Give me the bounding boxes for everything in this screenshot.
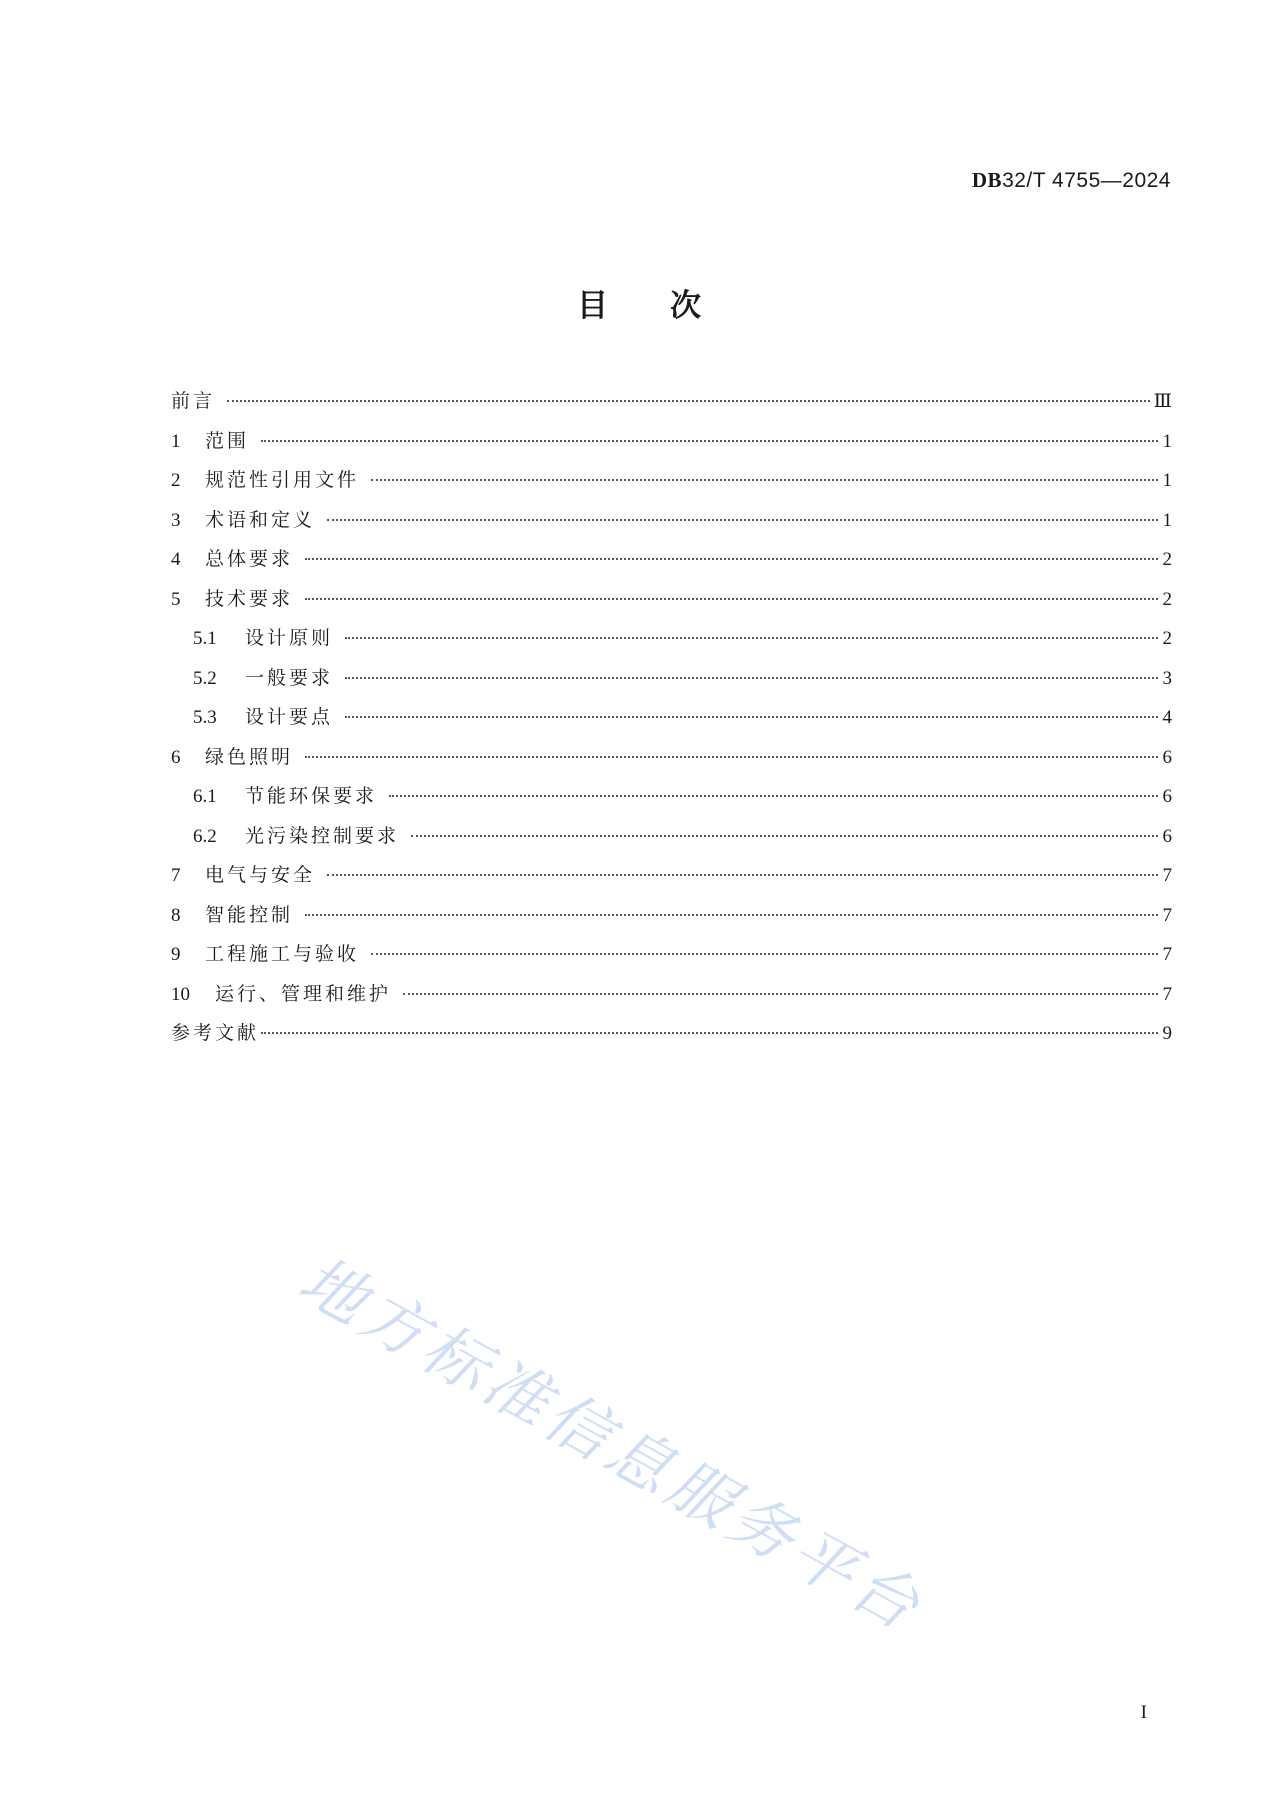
toc-entry-label: 光污染控制要求 (245, 824, 400, 847)
toc-leader-dots (305, 598, 1158, 600)
toc-entry-number: 5 (171, 588, 181, 610)
toc-entry-number: 6.1 (193, 786, 217, 807)
toc-entry-number: 5.3 (193, 707, 217, 728)
toc-entry-9[interactable] (171, 939, 1172, 979)
toc-entry-page: 9 (1162, 1023, 1172, 1044)
page-number: I (1140, 1702, 1147, 1723)
toc-entry-number: 4 (171, 549, 181, 570)
toc-entry-label: 绿色照明 (205, 745, 294, 768)
toc-entry-number: 9 (171, 944, 181, 965)
toc-leader-dots (371, 479, 1158, 481)
toc-entry-label: 一般要求 (245, 666, 334, 689)
toc-entry-7[interactable] (171, 860, 1172, 900)
toc-leader-dots (403, 993, 1158, 995)
toc-entry-page: 2 (1162, 628, 1172, 649)
toc-entry-page: 6 (1162, 786, 1172, 807)
toc-leader-dots (327, 519, 1158, 521)
toc-leader-dots (345, 677, 1158, 679)
toc-entry-label: 设计原则 (245, 627, 334, 649)
toc-entry-label: 电气与安全 (205, 864, 316, 886)
toc-leader-dots (261, 1032, 1158, 1034)
toc-entry-10[interactable] (171, 979, 1172, 1019)
toc-entry-label: 智能控制 (205, 903, 294, 926)
toc-entry-number: 7 (171, 865, 181, 886)
toc-entry-label: 参考文献 (171, 1022, 260, 1044)
toc-title (0, 280, 1280, 325)
toc-entry-number: 5.2 (193, 667, 217, 689)
toc-leader-dots (345, 637, 1158, 639)
watermark: 地方标准信息服务平台 (286, 1243, 935, 1648)
toc-entry-page: 3 (1162, 667, 1172, 689)
toc-leader-dots (305, 756, 1158, 758)
toc-entry-6-1[interactable] (171, 781, 1172, 821)
toc-entry-bibliography[interactable] (171, 1018, 1172, 1058)
toc-entry-page: 6 (1162, 746, 1172, 768)
toc-entry-number: 5.1 (193, 628, 217, 649)
toc-entry-page: 2 (1162, 549, 1172, 570)
toc-title-char-2: 次 (670, 288, 703, 324)
toc-entry-label: 范围 (205, 429, 250, 452)
toc-entry-label: 节能环保要求 (245, 785, 378, 807)
toc-entry-3[interactable] (171, 505, 1172, 545)
toc-entry-page: 2 (1162, 588, 1172, 610)
toc-entry-label: 总体要求 (205, 548, 294, 570)
toc-leader-dots (305, 558, 1158, 560)
toc-entry-8[interactable] (171, 900, 1172, 940)
toc-entry-page: 7 (1162, 904, 1172, 926)
toc-entry-label: 工程施工与验收 (205, 943, 360, 965)
toc-leader-dots (371, 953, 1158, 955)
toc-entry-6[interactable] (171, 742, 1172, 782)
toc-entry-page: 1 (1162, 470, 1172, 491)
toc-entry-1[interactable] (171, 426, 1172, 466)
toc-entry-page: Ⅲ (1153, 391, 1172, 412)
toc-entry-label: 设计要点 (245, 706, 334, 728)
toc-entry-label: 前言 (171, 390, 216, 412)
toc-entry-5-2[interactable] (171, 663, 1172, 703)
document-code-prefix: DB (971, 168, 1003, 192)
toc-entry-page: 6 (1162, 825, 1172, 847)
toc-leader-dots (305, 914, 1158, 916)
toc-entry-page: 7 (1162, 944, 1172, 965)
toc-entry-number: 3 (171, 509, 181, 531)
toc-entry-number: 8 (171, 904, 181, 926)
toc-leader-dots (411, 835, 1158, 837)
document-code (972, 168, 1171, 193)
toc-title-char-1: 目 (577, 288, 610, 324)
toc-entry-number: 1 (171, 430, 181, 452)
toc-entry-page: 1 (1162, 430, 1172, 452)
toc-entry-label: 技术要求 (205, 587, 294, 610)
toc-leader-dots (227, 400, 1150, 402)
toc-entry-label: 术语和定义 (205, 508, 316, 531)
toc-leader-dots (389, 795, 1158, 797)
toc-entry-5[interactable] (171, 584, 1172, 624)
toc-entry-page: 1 (1162, 509, 1172, 531)
toc-leader-dots (345, 716, 1158, 718)
toc-entry-number: 2 (171, 470, 181, 491)
toc-entry-5-3[interactable] (171, 702, 1172, 742)
toc-entry-page: 7 (1162, 865, 1172, 886)
toc-entry-label: 运行、管理和维护 (215, 982, 392, 1005)
table-of-contents (171, 386, 1172, 1058)
toc-entry-4[interactable] (171, 544, 1172, 584)
toc-entry-2[interactable] (171, 465, 1172, 505)
toc-entry-page: 7 (1162, 983, 1172, 1005)
toc-leader-dots (327, 874, 1158, 876)
toc-entry-number: 6.2 (193, 825, 217, 847)
toc-entry-foreword[interactable] (171, 386, 1172, 426)
toc-entry-label: 规范性引用文件 (205, 469, 360, 491)
toc-leader-dots (261, 440, 1158, 442)
toc-entry-number: 10 (171, 983, 190, 1005)
toc-entry-page: 4 (1162, 707, 1172, 728)
toc-entry-5-1[interactable] (171, 623, 1172, 663)
toc-entry-6-2[interactable] (171, 821, 1172, 861)
toc-entry-number: 6 (171, 746, 181, 768)
document-code-number: 32/T 4755—2024 (1002, 169, 1171, 192)
